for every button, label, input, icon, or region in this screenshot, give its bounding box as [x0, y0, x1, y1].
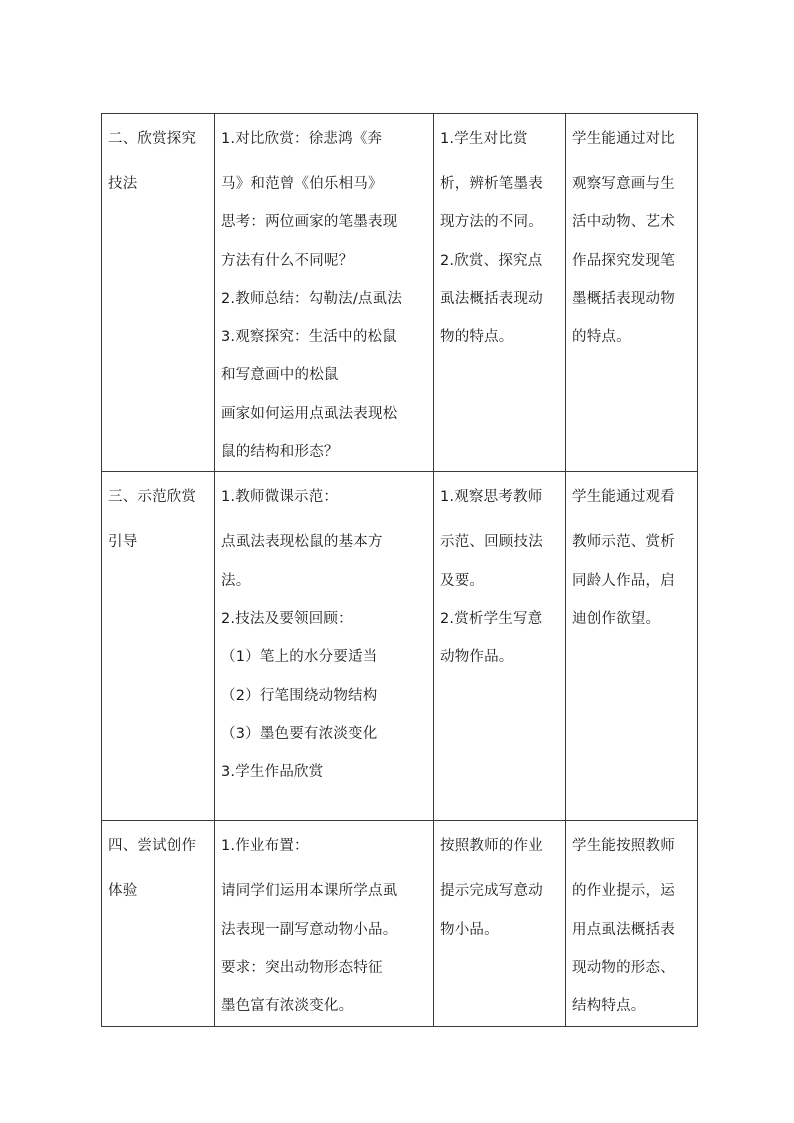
cell-line: 结构特点。: [572, 998, 646, 1015]
cell-line: 1.作业布置：: [221, 838, 309, 855]
teacher-activity-cell: [215, 114, 434, 472]
stage-cell: [102, 114, 215, 472]
teacher-activity-cell: [215, 821, 434, 1026]
cell-line: 技法: [108, 176, 138, 192]
cell-line: 学生能通过观看: [572, 489, 675, 506]
cell-line: 1.学生对比赏: [440, 131, 528, 147]
lesson-plan-table: [101, 113, 698, 1027]
learning-goal-cell: [566, 472, 698, 821]
teacher-activity-cell: [215, 472, 434, 821]
student-activity-cell: [434, 114, 566, 472]
stage-cell: [102, 472, 215, 821]
cell-line: 方法有什么不同呢？: [221, 252, 354, 269]
learning-goal-cell: [566, 821, 698, 1026]
cell-line: 1.对比欣赏：徐悲鸿《奔: [221, 131, 383, 147]
cell-line: 学生能通过对比: [572, 131, 675, 147]
cell-line: 四、尝试创作: [108, 838, 197, 855]
cell-line: 请同学们运用本课所学点虱: [221, 883, 398, 900]
cell-line: 虱法概括表现动: [440, 290, 543, 307]
cell-line: 1.教师微课示范：: [221, 489, 339, 506]
cell-line: 用点虱法概括表: [572, 921, 675, 938]
cell-line: 物的特点。: [440, 329, 514, 346]
cell-line: 2.赏析学生写意: [440, 610, 543, 627]
cell-line: 的特点。: [572, 329, 631, 346]
cell-line: 点虱法表现松鼠的基本方: [221, 534, 383, 551]
cell-line: 及要。: [440, 572, 485, 589]
cell-line: 活中动物、艺术: [572, 214, 675, 231]
cell-line: 物小品。: [440, 921, 499, 938]
cell-line: 迪创作欲望。: [572, 610, 661, 627]
student-activity-cell: [434, 472, 566, 821]
cell-line: 马》和范曾《伯乐相马》: [221, 176, 383, 192]
cell-line: 教师示范、赏析: [572, 534, 675, 551]
cell-line: （1）笔上的水分要适当: [221, 649, 378, 666]
cell-line: 和写意画中的松鼠: [221, 367, 339, 384]
cell-line: 3.学生作品欣赏: [221, 764, 324, 781]
cell-line: 法表现一副写意动物小品。: [221, 921, 398, 938]
cell-line: 按照教师的作业: [440, 838, 543, 855]
cell-line: 2.教师总结：勾勒法/点虱法: [221, 290, 403, 307]
cell-line: 三、示范欣赏: [108, 489, 197, 506]
cell-line: 要求：突出动物形态特征: [221, 959, 383, 976]
cell-line: 3.观察探究：生活中的松鼠: [221, 329, 397, 346]
cell-line: 1.观察思考教师: [440, 489, 543, 506]
cell-line: 示范、回顾技法: [440, 534, 543, 551]
cell-line: 引导: [108, 534, 138, 551]
cell-line: 现方法的不同。: [440, 214, 543, 231]
table-row: [102, 472, 698, 821]
cell-line: （3）墨色要有浓淡变化: [221, 725, 378, 742]
cell-line: 法。: [221, 572, 251, 589]
cell-line: 画家如何运用点虱法表现松: [221, 405, 398, 422]
cell-line: 作品探究发现笔: [572, 252, 675, 269]
cell-line: 动物作品。: [440, 649, 514, 666]
student-activity-cell: [434, 821, 566, 1026]
cell-line: 鼠的结构和形态？: [221, 444, 339, 461]
cell-line: 同龄人作品，启: [572, 572, 675, 589]
cell-line: 学生能按照教师: [572, 838, 675, 855]
cell-line: 提示完成写意动: [440, 883, 543, 900]
cell-line: 体验: [108, 883, 138, 900]
stage-cell: [102, 821, 215, 1026]
cell-line: 二、欣赏探究: [108, 131, 197, 147]
cell-line: 2.技法及要领回顾：: [221, 610, 353, 627]
cell-line: 2.欣赏、探究点: [440, 252, 543, 269]
cell-line: 析，辨析笔墨表: [440, 176, 543, 192]
learning-goal-cell: [566, 114, 698, 472]
cell-line: 观察写意画与生: [572, 176, 675, 192]
cell-line: 思考：两位画家的笔墨表现: [221, 214, 398, 231]
table-row: [102, 114, 698, 472]
cell-line: 墨色富有浓淡变化。: [221, 998, 354, 1015]
cell-line: 的作业提示，运: [572, 883, 675, 900]
cell-line: 墨概括表现动物: [572, 290, 675, 307]
cell-line: （2）行笔围绕动物结构: [221, 687, 378, 704]
table-row: [102, 821, 698, 1026]
cell-line: 现动物的形态、: [572, 959, 675, 976]
